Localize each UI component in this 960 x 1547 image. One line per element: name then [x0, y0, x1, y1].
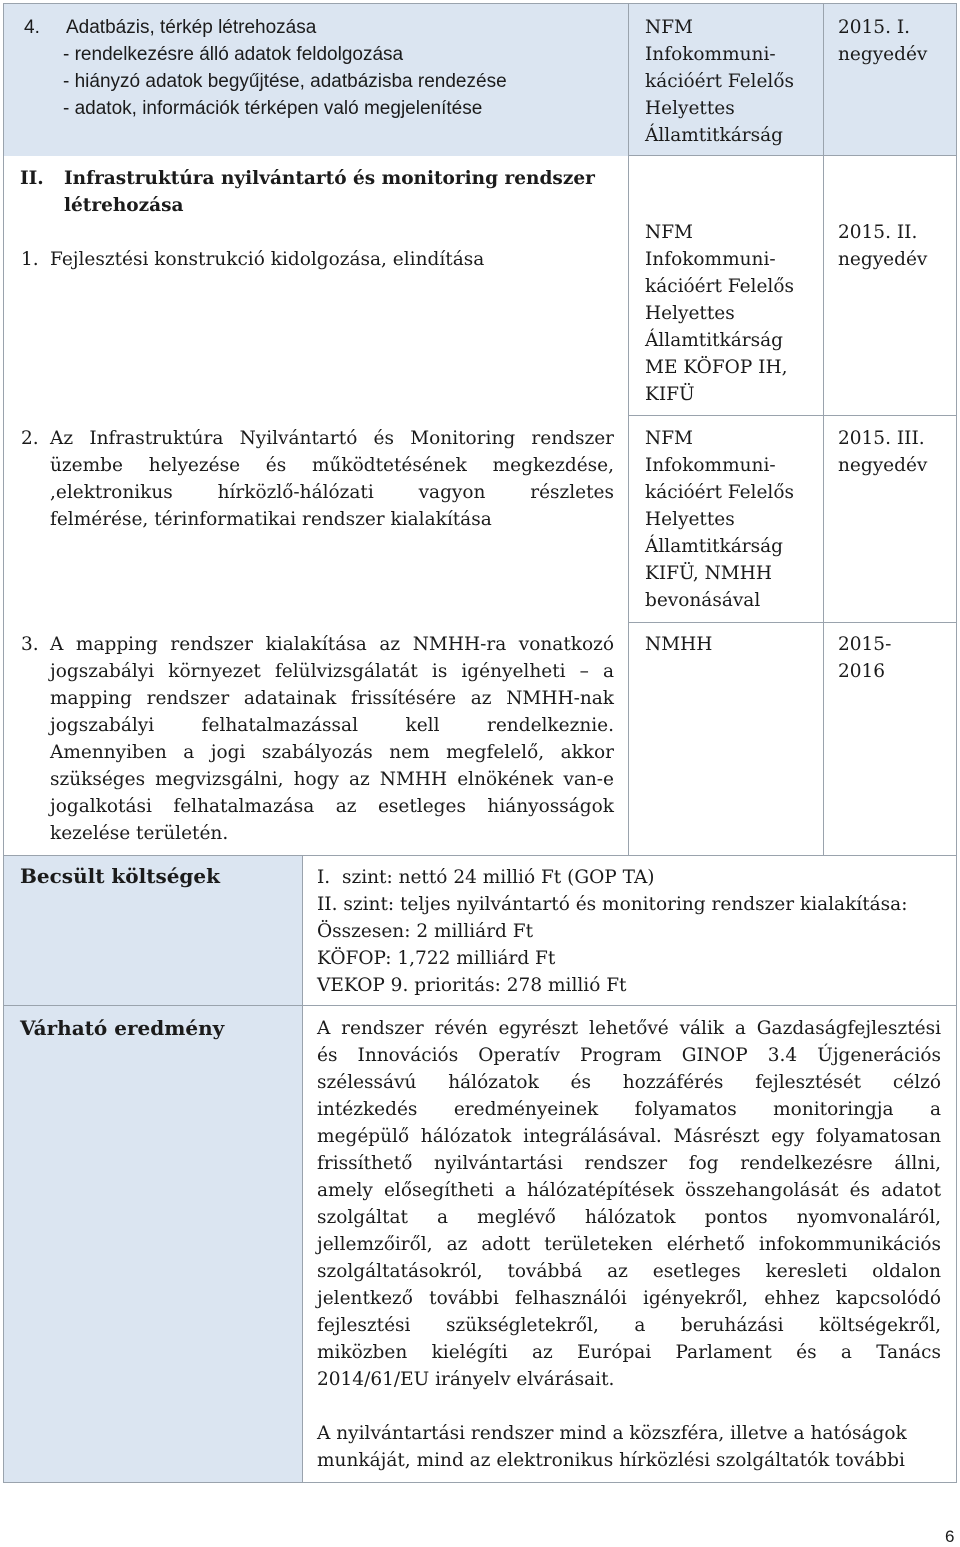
item1-deadline: negyedév: [838, 249, 928, 270]
item-text-line: Amennyiben a jogi szabályozás nem megfelelő, akkor: [50, 742, 614, 763]
responsible-line: ME KÖFOP IH,: [645, 357, 788, 378]
row4-bullet: - adatok, információk térképen való megjelenítése: [63, 98, 483, 119]
cost-line: I. szint: nettó 24 millió Ft (GOP TA): [317, 867, 655, 888]
result-line: szolgáltatásokról, továbbá az esetleges keresleti oldalon: [317, 1261, 941, 1282]
item-text: [50, 631, 614, 847]
item2-deadline: 2015. III.: [838, 428, 925, 449]
responsible-line: Infokommuni-: [645, 249, 776, 270]
responsible-line: NFM: [645, 17, 693, 38]
result-line: munkáját, mind az elektronikus hírközlési szolgáltatók további: [317, 1450, 905, 1471]
result-paragraph-1: [317, 1015, 941, 1393]
item-text-line: szükséges megvizsgálni, hogy az NMHH elnökének van-e: [50, 769, 614, 790]
responsible-line: Helyettes: [645, 509, 735, 530]
result-label-cell: [4, 1006, 302, 1482]
result-line: amely elősegítheti a hálózatépítések összehangolását és adatot: [317, 1180, 941, 1201]
item-text: Fejlesztési konstrukció kidolgozása, elindítása: [50, 249, 485, 270]
result-line: szélessávú hálózatok és hozzáférés fejlesztését célzó: [317, 1072, 941, 1093]
result-line: megépülő hálózatok integrálásával. Másrészt egy folyamatosan: [317, 1126, 941, 1147]
item-text-line: felmérése, térinformatikai rendszer kialakítása: [50, 509, 492, 530]
result-line: frissíthető nyilvántartási rendszer fog rendelkezésre állni,: [317, 1153, 941, 1174]
item2-deadline: negyedév: [838, 455, 928, 476]
responsible-line: KIFÜ: [645, 384, 695, 405]
row4-deadline-line: negyedév: [838, 44, 928, 65]
row4-bullet: - hiányzó adatok begyűjtése, adatbázisba rendezése: [63, 71, 507, 92]
item-text-line: jogalkotási felhatalmazása az esetleges hiányosságok: [50, 796, 614, 817]
responsible-line: Államtitkárság: [645, 536, 784, 557]
result-line: jellemzőiről, az adott területeken elérhető infokommunikációs: [317, 1234, 941, 1255]
responsible-line: bevonásával: [645, 590, 761, 611]
row4-number: 4.: [24, 17, 40, 38]
responsible-line: Államtitkárság: [645, 125, 784, 146]
section-number: II.: [20, 168, 44, 189]
item-number: 3.: [21, 634, 39, 655]
result-line: szolgáltat a meglévő hálózatok pontos nyomvonaláról,: [317, 1207, 941, 1228]
item-text-line: A mapping rendszer kialakítása az NMHH-ra vonatkozó: [50, 634, 614, 655]
result-line: A nyilvántartási rendszer mind a közszféra, illetve a hatóságok: [317, 1423, 907, 1444]
item3-deadline: 2015-: [838, 634, 892, 655]
result-line: miközben kielégíti az Európai Parlament és a Tanács: [317, 1342, 941, 1363]
responsible-line: kációért Felelős: [645, 276, 794, 297]
item3-responsible: NMHH: [645, 634, 713, 655]
section-title: létrehozása: [64, 195, 184, 216]
result-line: 2014/61/EU irányelv elvárásait.: [317, 1369, 615, 1390]
result-label: Várható eredmény: [20, 1016, 225, 1040]
responsible-line: Államtitkárság: [645, 330, 784, 351]
responsible-line: kációért Felelős: [645, 71, 794, 92]
page-number: 6: [945, 1527, 955, 1546]
result-line: fejlesztési szükségletekről, a beruházási költségekről,: [317, 1315, 941, 1336]
item3-deadline: 2016: [838, 661, 886, 682]
item-text-line: Az Infrastruktúra Nyilvántartó és Monitoring rendszer: [50, 428, 614, 449]
cost-line: VEKOP 9. prioritás: 278 millió Ft: [317, 975, 627, 996]
row4-deadline-line: 2015. I.: [838, 17, 911, 38]
item-text: [50, 425, 614, 533]
result-line: jelentkező további felhasználói igényekről, ehhez kapcsolódó: [317, 1288, 941, 1309]
responsible-line: Helyettes: [645, 98, 735, 119]
responsible-line: Infokommuni-: [645, 44, 776, 65]
row4-title: Adatbázis, térkép létrehozása: [66, 17, 317, 38]
item-text-line: jogszabályi környezet felülvizsgálatát is igényelheti – a: [50, 661, 614, 682]
responsible-line: Helyettes: [645, 303, 735, 324]
item1-deadline: 2015. II.: [838, 222, 918, 243]
responsible-line: NFM: [645, 222, 693, 243]
responsible-line: NFM: [645, 428, 693, 449]
costs-label: Becsült költségek: [20, 864, 220, 888]
item-text-line: jogszabályi felhatalmazással kell rendelkeznie.: [50, 715, 614, 736]
responsible-line: KIFÜ, NMHH: [645, 563, 773, 584]
cost-line: Összesen: 2 milliárd Ft: [317, 921, 534, 942]
responsible-line: kációért Felelős: [645, 482, 794, 503]
cost-line: KÖFOP: 1,722 milliárd Ft: [317, 948, 556, 969]
result-line: intézkedés eredményeinek folyamatos monitoringja a: [317, 1099, 941, 1120]
result-line: és Innovációs Operatív Program GINOP 3.4 Újgenerációs: [317, 1045, 941, 1066]
item-number: 1.: [21, 249, 39, 270]
responsible-line: Infokommuni-: [645, 455, 776, 476]
cost-line: II. szint: teljes nyilvántartó és monitoring rendszer kialakítása:: [317, 894, 908, 915]
row4-bullet: - rendelkezésre álló adatok feldolgozása: [63, 44, 404, 65]
item-text-line: ,elektronikus hírközlő-hálózati vagyon részletes: [50, 482, 614, 503]
item-text-line: üzembe helyezése és működtetésének megkezdése,: [50, 455, 614, 476]
section-title: Infrastruktúra nyilvántartó és monitoring rendszer: [64, 168, 595, 189]
result-line: A rendszer révén egyrészt lehetővé válik a Gazdaságfejlesztési: [317, 1018, 941, 1039]
item-text-line: kezelése területén.: [50, 823, 229, 844]
item-number: 2.: [21, 428, 39, 449]
item-text-line: mapping rendszer adatainak frissítésére az NMHH-nak: [50, 688, 614, 709]
